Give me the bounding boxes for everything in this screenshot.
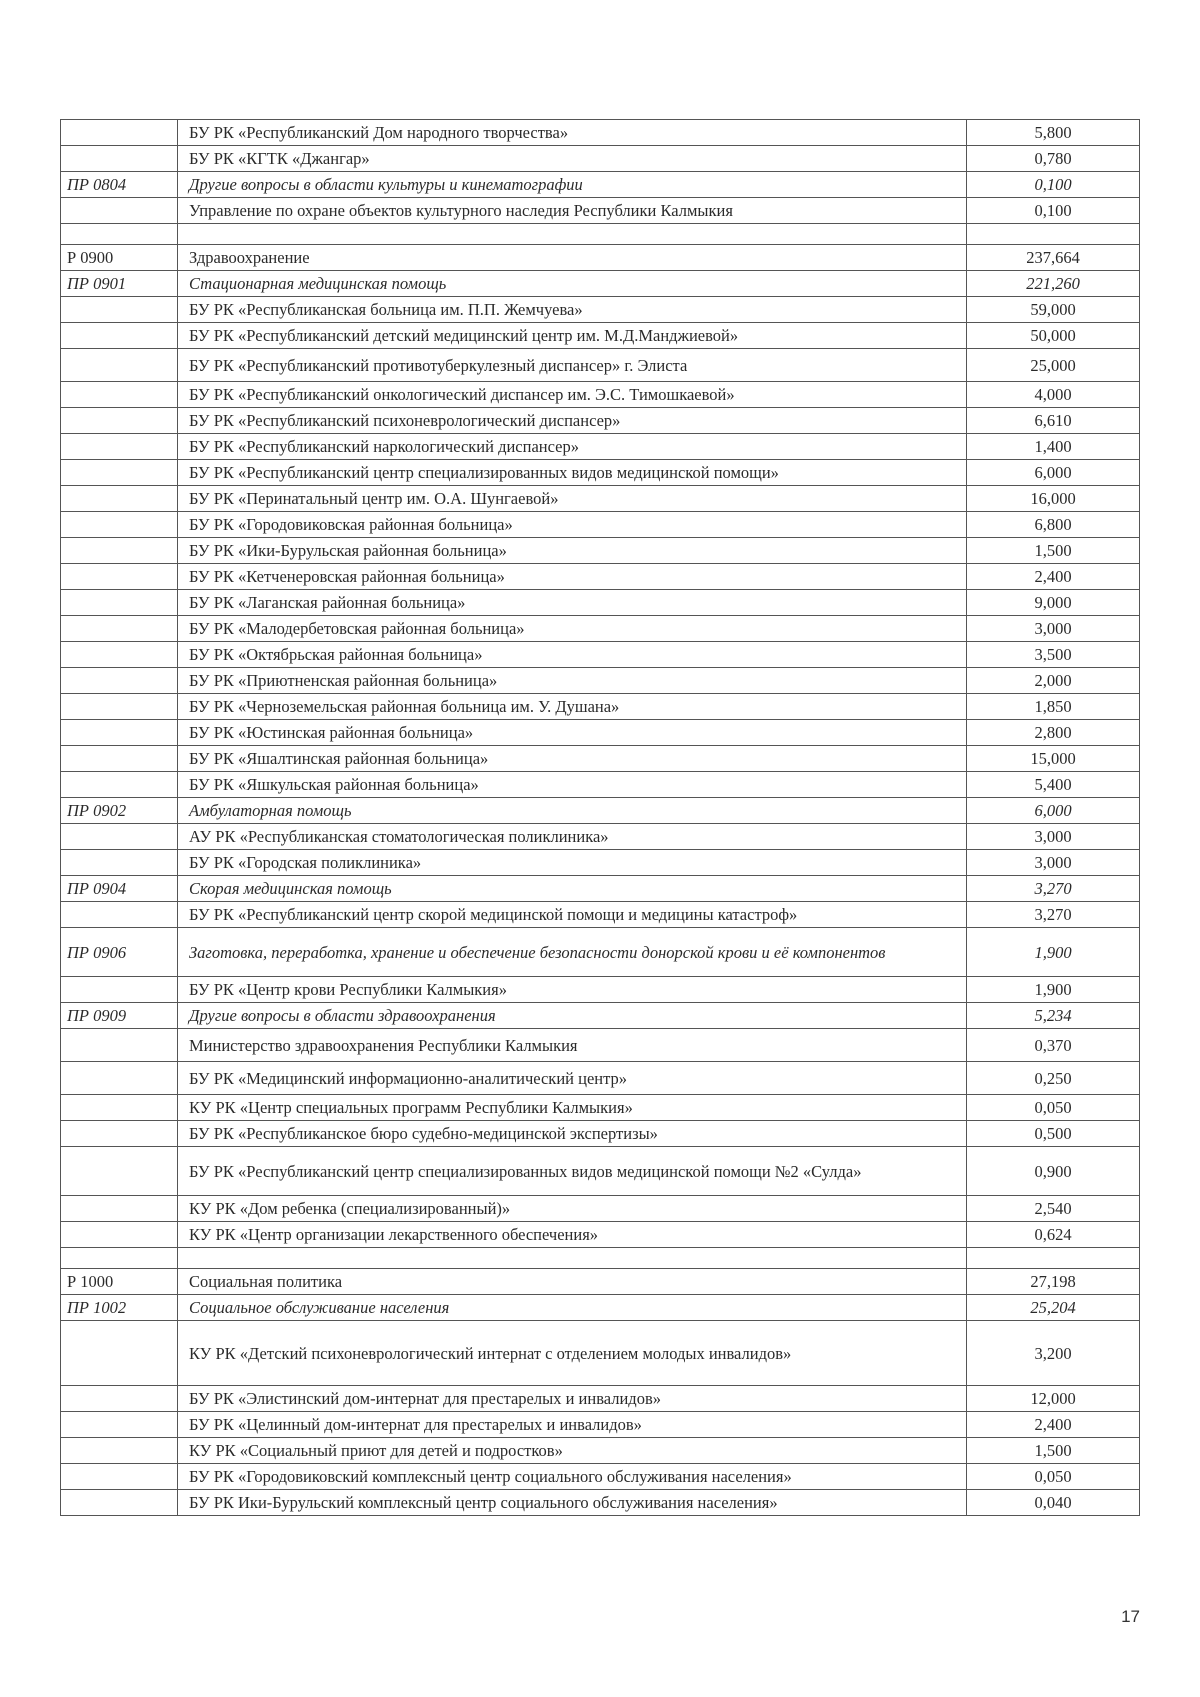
row-name-cell	[178, 1121, 967, 1147]
row-name: БУ РК «Перинатальный центр им. О.А. Шунгаевой»	[189, 489, 559, 508]
row-name: Социальная политика	[189, 1272, 343, 1291]
row-code	[61, 694, 178, 720]
table-row	[61, 1029, 1140, 1062]
row-value: 6,610	[967, 408, 1140, 434]
table-row	[61, 1386, 1140, 1412]
row-name: БУ РК «Октябрьская районная больница»	[189, 645, 483, 664]
row-code	[61, 590, 178, 616]
page-number: 17	[1121, 1607, 1140, 1626]
row-name-cell	[178, 349, 967, 382]
table-row	[61, 1464, 1140, 1490]
row-value: 3,270	[967, 876, 1140, 902]
table-row	[61, 772, 1140, 798]
row-value: 6,800	[967, 512, 1140, 538]
table-row	[61, 694, 1140, 720]
row-code	[61, 486, 178, 512]
row-value: 5,234	[967, 1003, 1140, 1029]
row-code	[61, 146, 178, 172]
row-name-cell	[178, 590, 967, 616]
row-value: 4,000	[967, 382, 1140, 408]
row-name: КУ РК «Социальный приют для детей и подростков»	[189, 1441, 563, 1460]
row-code	[61, 1321, 178, 1386]
row-name: КУ РК «Центр специальных программ Республики Калмыкия»	[189, 1098, 633, 1117]
row-name: БУ РК «Республиканский центр скорой медицинской помощи и медицины катастроф»	[189, 905, 798, 924]
table-row	[61, 172, 1140, 198]
table-row	[61, 245, 1140, 271]
row-name-cell	[178, 245, 967, 271]
row-name-cell	[178, 460, 967, 486]
row-name: БУ РК «Яшкульская районная больница»	[189, 775, 479, 794]
row-value: 1,500	[967, 1438, 1140, 1464]
row-code	[61, 460, 178, 486]
row-name-cell	[178, 564, 967, 590]
row-name: БУ РК «Целинный дом-интернат для престарелых и инвалидов»	[189, 1415, 642, 1434]
row-name: БУ РК «Республиканский наркологический диспансер»	[189, 437, 579, 456]
row-value: 0,050	[967, 1095, 1140, 1121]
row-name: КУ РК «Центр организации лекарственного обеспечения»	[189, 1225, 599, 1244]
budget-document	[60, 119, 1140, 1516]
row-code	[61, 120, 178, 146]
row-value: 0,250	[967, 1062, 1140, 1095]
row-value: 16,000	[967, 486, 1140, 512]
table-row	[61, 824, 1140, 850]
row-value: 1,900	[967, 977, 1140, 1003]
row-name: БУ РК «КГТК «Джангар»	[189, 149, 370, 168]
table-row	[61, 297, 1140, 323]
row-name: БУ РК «Городская поликлиника»	[189, 853, 422, 872]
row-name: КУ РК «Детский психоневрологический интернат с отделением молодых инвалидов»	[189, 1343, 792, 1363]
row-name: БУ РК «Республиканская больница им. П.П. Жемчуева»	[189, 300, 583, 319]
table-row	[61, 798, 1140, 824]
row-code	[61, 850, 178, 876]
row-name-cell	[178, 1295, 967, 1321]
row-name: БУ РК «Ики-Бурульская районная больница»	[189, 541, 507, 560]
row-name: КУ РК «Дом ребенка (специализированный)»	[189, 1199, 511, 1218]
row-name-cell	[178, 1147, 967, 1196]
table-row	[61, 1490, 1140, 1516]
row-value: 5,400	[967, 772, 1140, 798]
row-value: 2,000	[967, 668, 1140, 694]
row-name-cell	[178, 1412, 967, 1438]
row-name: БУ РК «Черноземельская районная больница им. У. Душана»	[189, 697, 620, 716]
row-code	[61, 1095, 178, 1121]
table-row	[61, 1095, 1140, 1121]
row-name-cell	[178, 271, 967, 297]
table-row	[61, 460, 1140, 486]
row-name-cell	[178, 824, 967, 850]
row-name-cell	[178, 172, 967, 198]
row-name: БУ РК «Яшалтинская районная больница»	[189, 749, 489, 768]
row-code	[61, 720, 178, 746]
row-value: 6,000	[967, 798, 1140, 824]
table-row	[61, 538, 1140, 564]
row-code	[61, 616, 178, 642]
row-code: ПР 0902	[61, 798, 178, 824]
table-row	[61, 1321, 1140, 1386]
row-name-cell	[178, 408, 967, 434]
row-name: Амбулаторная помощь	[189, 801, 352, 820]
row-code	[61, 1386, 178, 1412]
table-row	[61, 746, 1140, 772]
row-name-cell	[178, 120, 967, 146]
row-code	[61, 297, 178, 323]
row-name: БУ РК «Юстинская районная больница»	[189, 723, 474, 742]
row-code	[61, 642, 178, 668]
row-name-cell	[178, 798, 967, 824]
row-name: БУ РК «Республиканский Дом народного творчества»	[189, 123, 569, 142]
table-row	[61, 1438, 1140, 1464]
row-code	[61, 1196, 178, 1222]
row-code: ПР 0909	[61, 1003, 178, 1029]
row-code	[61, 746, 178, 772]
row-name: БУ РК «Республиканский психоневрологический диспансер»	[189, 411, 621, 430]
row-value: 6,000	[967, 460, 1140, 486]
row-name-cell	[178, 772, 967, 798]
row-name-cell	[178, 1248, 967, 1269]
row-code	[61, 1490, 178, 1516]
row-value: 1,850	[967, 694, 1140, 720]
row-code	[61, 538, 178, 564]
row-name-cell	[178, 668, 967, 694]
row-value: 50,000	[967, 323, 1140, 349]
table-row	[61, 564, 1140, 590]
row-name: БУ РК «Медицинский информационно-аналитический центр»	[189, 1068, 628, 1088]
row-name: БУ РК «Лаганская районная больница»	[189, 593, 466, 612]
row-name-cell	[178, 720, 967, 746]
row-code	[61, 1222, 178, 1248]
row-name: Скорая медицинская помощь	[189, 879, 392, 898]
row-code	[61, 224, 178, 245]
row-name: Министерство здравоохранения Республики Калмыкия	[189, 1035, 578, 1055]
row-name-cell	[178, 1464, 967, 1490]
table-row	[61, 120, 1140, 146]
table-row	[61, 1062, 1140, 1095]
row-value: 0,780	[967, 146, 1140, 172]
row-value	[967, 1248, 1140, 1269]
row-name-cell	[178, 1095, 967, 1121]
table-row	[61, 1248, 1140, 1269]
row-code	[61, 1412, 178, 1438]
row-name-cell	[178, 198, 967, 224]
row-value: 12,000	[967, 1386, 1140, 1412]
row-name-cell	[178, 1003, 967, 1029]
row-code	[61, 349, 178, 382]
row-name: БУ РК «Республиканский противотуберкулезный диспансер» г. Элиста	[189, 355, 688, 375]
budget-table	[60, 119, 1140, 1516]
row-code	[61, 824, 178, 850]
table-row	[61, 349, 1140, 382]
row-name: БУ РК «Республиканский онкологический диспансер им. Э.С. Тимошкаевой»	[189, 385, 735, 404]
row-value: 1,400	[967, 434, 1140, 460]
row-code	[61, 382, 178, 408]
row-value: 0,050	[967, 1464, 1140, 1490]
table-row	[61, 1196, 1140, 1222]
row-code	[61, 1062, 178, 1095]
row-name-cell	[178, 876, 967, 902]
row-code: ПР 0804	[61, 172, 178, 198]
row-code	[61, 512, 178, 538]
row-code	[61, 902, 178, 928]
row-name: БУ РК Ики-Бурульский комплексный центр социального обслуживания населения»	[189, 1493, 778, 1512]
table-row	[61, 1295, 1140, 1321]
row-name: БУ РК «Малодербетовская районная больница»	[189, 619, 525, 638]
row-value: 0,900	[967, 1147, 1140, 1196]
row-name: БУ РК «Республиканский центр специализированных видов медицинской помощи №2 «Сулда»	[189, 1161, 862, 1181]
table-row	[61, 590, 1140, 616]
row-value: 0,100	[967, 198, 1140, 224]
table-row	[61, 486, 1140, 512]
row-name: Другие вопросы в области культуры и кинематографии	[189, 175, 583, 194]
table-row	[61, 850, 1140, 876]
row-name-cell	[178, 1386, 967, 1412]
row-value: 3,500	[967, 642, 1140, 668]
row-code	[61, 1121, 178, 1147]
row-name-cell	[178, 642, 967, 668]
row-name: Другие вопросы в области здравоохранения	[189, 1006, 496, 1025]
row-name-cell	[178, 977, 967, 1003]
row-value: 2,400	[967, 564, 1140, 590]
row-code	[61, 323, 178, 349]
table-row	[61, 408, 1140, 434]
row-code	[61, 408, 178, 434]
row-value: 3,200	[967, 1321, 1140, 1386]
row-name-cell	[178, 1321, 967, 1386]
row-name: БУ РК «Центр крови Республики Калмыкия»	[189, 980, 507, 999]
row-name: БУ РК «Республиканское бюро судебно-медицинской экспертизы»	[189, 1124, 658, 1143]
row-name-cell	[178, 746, 967, 772]
row-code: ПР 1002	[61, 1295, 178, 1321]
row-value: 5,800	[967, 120, 1140, 146]
row-value: 0,370	[967, 1029, 1140, 1062]
row-name: Здравоохранение	[189, 248, 310, 267]
row-name-cell	[178, 382, 967, 408]
row-name: БУ РК «Городовиковская районная больница»	[189, 515, 513, 534]
table-row	[61, 224, 1140, 245]
table-row	[61, 382, 1140, 408]
row-value: 237,664	[967, 245, 1140, 271]
row-name-cell	[178, 1222, 967, 1248]
row-code: Р 1000	[61, 1269, 178, 1295]
table-row	[61, 928, 1140, 977]
row-value: 221,260	[967, 271, 1140, 297]
table-row	[61, 434, 1140, 460]
row-code	[61, 1464, 178, 1490]
row-code: ПР 0906	[61, 928, 178, 977]
row-code	[61, 668, 178, 694]
row-value: 3,270	[967, 902, 1140, 928]
row-value: 0,100	[967, 172, 1140, 198]
row-name-cell	[178, 486, 967, 512]
row-name-cell	[178, 434, 967, 460]
row-value: 3,000	[967, 616, 1140, 642]
row-name: БУ РК «Республиканский центр специализированных видов медицинской помощи»	[189, 463, 779, 482]
row-name-cell	[178, 902, 967, 928]
row-name-cell	[178, 694, 967, 720]
row-value: 25,204	[967, 1295, 1140, 1321]
row-code	[61, 1147, 178, 1196]
table-row	[61, 512, 1140, 538]
row-code	[61, 564, 178, 590]
row-name: БУ РК «Кетченеровская районная больница»	[189, 567, 505, 586]
row-name-cell	[178, 224, 967, 245]
table-row	[61, 1147, 1140, 1196]
row-code	[61, 434, 178, 460]
table-row	[61, 1121, 1140, 1147]
row-value: 25,000	[967, 349, 1140, 382]
row-value: 3,000	[967, 824, 1140, 850]
budget-table-body	[61, 120, 1140, 1516]
table-row	[61, 977, 1140, 1003]
row-name: БУ РК «Приютненская районная больница»	[189, 671, 498, 690]
table-row	[61, 668, 1140, 694]
table-row	[61, 1412, 1140, 1438]
table-row	[61, 720, 1140, 746]
row-code: ПР 0901	[61, 271, 178, 297]
row-value	[967, 224, 1140, 245]
row-name: БУ РК «Элистинский дом-интернат для престарелых и инвалидов»	[189, 1389, 661, 1408]
row-name-cell	[178, 1196, 967, 1222]
row-value: 2,800	[967, 720, 1140, 746]
table-row	[61, 271, 1140, 297]
table-row	[61, 1269, 1140, 1295]
row-name: Социальное обслуживание населения	[189, 1298, 450, 1317]
row-name-cell	[178, 323, 967, 349]
row-name-cell	[178, 1490, 967, 1516]
row-value: 15,000	[967, 746, 1140, 772]
row-value: 0,500	[967, 1121, 1140, 1147]
row-name: Стационарная медицинская помощь	[189, 274, 447, 293]
row-name-cell	[178, 512, 967, 538]
table-row	[61, 198, 1140, 224]
row-name: Управление по охране объектов культурного наследия Республики Калмыкия	[189, 201, 733, 220]
row-name: БУ РК «Республиканский детский медицинский центр им. М.Д.Манджиевой»	[189, 326, 739, 345]
row-name-cell	[178, 1438, 967, 1464]
table-row	[61, 1003, 1140, 1029]
row-name-cell	[178, 538, 967, 564]
row-value: 59,000	[967, 297, 1140, 323]
table-row	[61, 146, 1140, 172]
row-value: 9,000	[967, 590, 1140, 616]
row-name-cell	[178, 616, 967, 642]
row-name-cell	[178, 1062, 967, 1095]
row-code	[61, 1029, 178, 1062]
row-name-cell	[178, 146, 967, 172]
table-row	[61, 616, 1140, 642]
table-row	[61, 323, 1140, 349]
row-name-cell	[178, 297, 967, 323]
row-name-cell	[178, 850, 967, 876]
row-code	[61, 977, 178, 1003]
row-value: 0,624	[967, 1222, 1140, 1248]
row-code: ПР 0904	[61, 876, 178, 902]
row-value: 1,500	[967, 538, 1140, 564]
row-code	[61, 198, 178, 224]
row-code: Р 0900	[61, 245, 178, 271]
row-code	[61, 1248, 178, 1269]
table-row	[61, 902, 1140, 928]
table-row	[61, 876, 1140, 902]
row-value: 3,000	[967, 850, 1140, 876]
row-code	[61, 1438, 178, 1464]
row-value: 1,900	[967, 928, 1140, 977]
row-name: АУ РК «Республиканская стоматологическая поликлиника»	[189, 827, 609, 846]
row-code	[61, 772, 178, 798]
table-row	[61, 1222, 1140, 1248]
row-name: БУ РК «Городовиковский комплексный центр социального обслуживания населения»	[189, 1467, 792, 1486]
row-value: 2,400	[967, 1412, 1140, 1438]
row-value: 27,198	[967, 1269, 1140, 1295]
row-value: 2,540	[967, 1196, 1140, 1222]
row-name-cell	[178, 1029, 967, 1062]
table-row	[61, 642, 1140, 668]
row-name: Заготовка, переработка, хранение и обеспечение безопасности донорской крови и её компонентов	[189, 942, 886, 962]
row-name-cell	[178, 1269, 967, 1295]
row-name-cell	[178, 928, 967, 977]
row-value: 0,040	[967, 1490, 1140, 1516]
